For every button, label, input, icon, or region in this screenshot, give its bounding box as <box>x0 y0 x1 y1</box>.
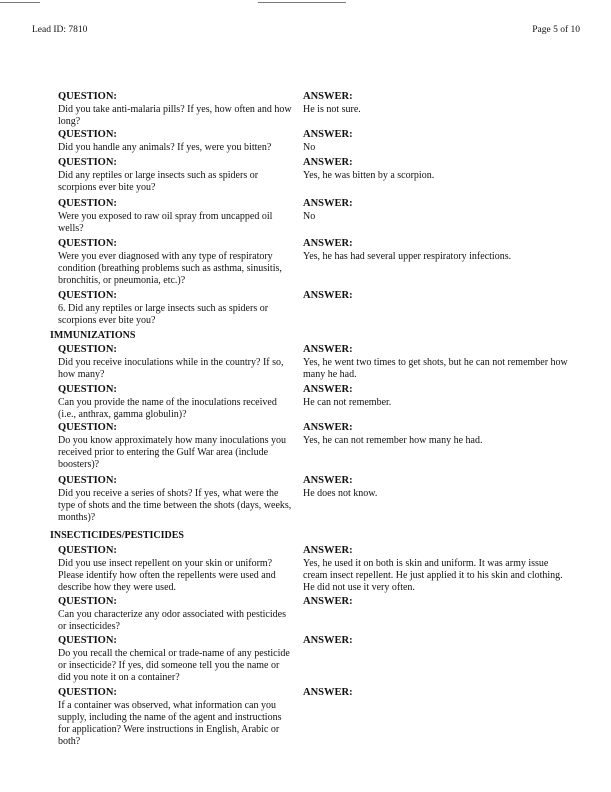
answer-text: No <box>303 211 316 222</box>
question-label: QUESTION: <box>58 290 117 301</box>
question-block <box>58 343 294 381</box>
question-block <box>58 383 294 421</box>
question-block <box>58 634 294 684</box>
question-text: Can you characterize any odor associated with pesticides or insecticides? <box>58 609 286 632</box>
answer-label: ANSWER: <box>303 545 353 556</box>
answer-block <box>303 128 573 154</box>
answer-block <box>303 474 573 500</box>
question-text: Did you take anti-malaria pills? If yes, how often and how long? <box>58 104 292 127</box>
question-label: QUESTION: <box>58 238 117 249</box>
question-text: Do you know approximately how many inoculations you received prior to entering the Gulf War area (include boosters)? <box>58 435 287 470</box>
answer-text: He can not remember. <box>303 397 392 408</box>
answer-label: ANSWER: <box>303 475 353 486</box>
question-text: Were you exposed to raw oil spray from uncapped oil wells? <box>58 211 273 234</box>
question-text: Can you provide the name of the inoculations received (i.e., anthrax, gamma globulin)? <box>58 397 277 420</box>
answer-text: Yes, he went two times to get shots, but he can not remember how many he had. <box>303 357 568 380</box>
question-text: Do you recall the chemical or trade-name of any pesticide or insecticide? If yes, did someone tell you the name or did you note it on a container? <box>58 648 290 683</box>
question-block <box>58 156 294 194</box>
question-label: QUESTION: <box>58 596 117 607</box>
answer-block <box>303 544 573 594</box>
answer-text: No <box>303 142 316 153</box>
answer-label: ANSWER: <box>303 384 353 395</box>
question-label: QUESTION: <box>58 344 117 355</box>
answer-block <box>303 289 573 303</box>
question-text: Did you receive inoculations while in the country? If so, how many? <box>58 357 284 380</box>
answer-label: ANSWER: <box>303 91 353 102</box>
answer-block <box>303 634 573 648</box>
question-label: QUESTION: <box>58 198 117 209</box>
answer-block <box>303 421 573 447</box>
answer-block <box>303 595 573 609</box>
question-block <box>58 544 294 594</box>
question-block <box>58 595 294 633</box>
answer-label: ANSWER: <box>303 157 353 168</box>
question-label: QUESTION: <box>58 635 117 646</box>
question-text: Did you receive a series of shots? If yes, what were the type of shots and the time between the shots (days, weeks, months)? <box>58 488 292 523</box>
answer-label: ANSWER: <box>303 344 353 355</box>
page-number: Page 5 of 10 <box>532 25 580 35</box>
answer-text: Yes, he was bitten by a scorpion. <box>303 170 435 181</box>
answer-text: He does not know. <box>303 488 378 499</box>
answer-label: ANSWER: <box>303 129 353 140</box>
answer-label: ANSWER: <box>303 687 353 698</box>
question-block <box>58 421 294 471</box>
question-block <box>58 90 294 128</box>
question-text: Did you handle any animals? If yes, were you bitten? <box>58 142 272 153</box>
answer-label: ANSWER: <box>303 635 353 646</box>
answer-label: ANSWER: <box>303 422 353 433</box>
answer-block <box>303 343 573 381</box>
answer-text: He is not sure. <box>303 104 361 115</box>
answer-label: ANSWER: <box>303 198 353 209</box>
top-rule-center <box>258 2 346 3</box>
question-block <box>58 128 294 154</box>
top-rule-left <box>0 2 40 3</box>
question-text: If a container was observed, what information can you supply, including the name of the agent and instructions for application? Were instructions in English, Arabic or both? <box>58 700 282 747</box>
answer-block <box>303 383 573 409</box>
question-text: Did any reptiles or large insects such as spiders or scorpions ever bite you? <box>58 170 259 193</box>
answer-label: ANSWER: <box>303 238 353 249</box>
lead-id: Lead ID: 7810 <box>32 25 88 35</box>
question-block <box>58 237 294 287</box>
question-label: QUESTION: <box>58 475 117 486</box>
question-text: Were you ever diagnosed with any type of respiratory condition (breathing problems such as asthma, sinusitis, bronchitis, or pneumonia, etc.)? <box>58 251 282 286</box>
question-text: Did you use insect repellent on your skin or uniform? Please identify how often the repellents were used and describe how they were used. <box>58 558 276 593</box>
answer-block <box>303 686 573 700</box>
question-label: QUESTION: <box>58 545 117 556</box>
question-label: QUESTION: <box>58 687 117 698</box>
answer-block <box>303 90 573 116</box>
answer-label: ANSWER: <box>303 596 353 607</box>
question-label: QUESTION: <box>58 422 117 433</box>
question-label: QUESTION: <box>58 129 117 140</box>
section-heading-immunizations: IMMUNIZATIONS <box>50 330 136 341</box>
question-block <box>58 686 294 748</box>
question-block <box>58 197 294 235</box>
answer-text: Yes, he used it on both is skin and uniform. It was army issue cream insect repellent. He just applied it to his skin and clothing. He did not use it very often. <box>303 558 563 593</box>
answer-text: Yes, he has had several upper respiratory infections. <box>303 251 512 262</box>
question-block <box>58 474 294 524</box>
question-block <box>58 289 294 327</box>
question-label: QUESTION: <box>58 91 117 102</box>
answer-text: Yes, he can not remember how many he had. <box>303 435 483 446</box>
answer-block <box>303 156 573 182</box>
question-label: QUESTION: <box>58 384 117 395</box>
question-label: QUESTION: <box>58 157 117 168</box>
section-heading-insecticides: INSECTICIDES/PESTICIDES <box>50 530 184 541</box>
answer-block <box>303 237 573 263</box>
answer-block <box>303 197 573 223</box>
answer-label: ANSWER: <box>303 290 353 301</box>
question-text: 6. Did any reptiles or large insects such as spiders or scorpions ever bite you? <box>58 303 269 326</box>
